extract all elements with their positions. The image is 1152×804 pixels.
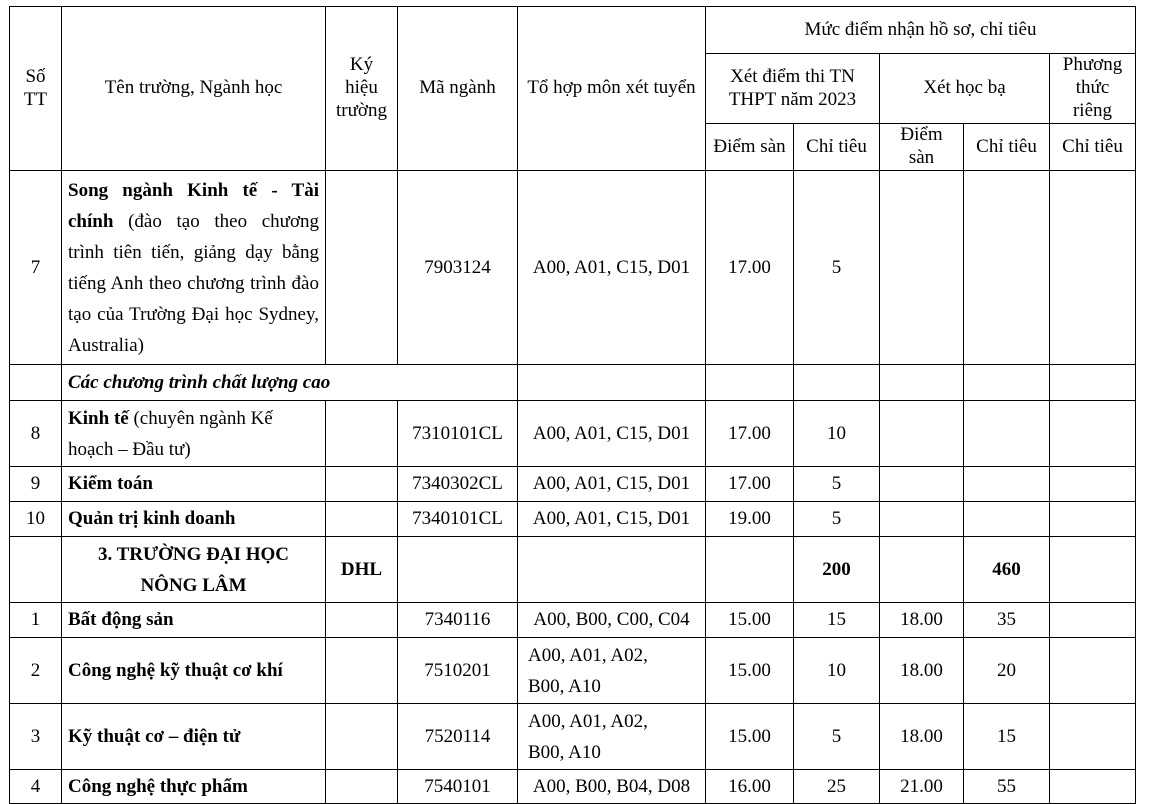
row-diem-san: 15.00: [706, 638, 794, 704]
school-chi-tieu-thpt: 200: [794, 537, 880, 603]
row-ky-hieu: [326, 603, 398, 638]
row-chi-tieu: 5: [794, 171, 880, 365]
row-diem-san-hb: 21.00: [880, 770, 964, 804]
table-row: [10, 467, 1136, 502]
row-chi-tieu-hb: [964, 401, 1050, 467]
row-name: [62, 171, 326, 365]
row-chi-tieu-hb: 35: [964, 603, 1050, 638]
row-name: Bất động sản: [62, 603, 326, 638]
row-chi-tieu: 10: [794, 401, 880, 467]
row-to-hop: A00, A01, C15, D01: [518, 401, 706, 467]
row-diem-san-hb: 18.00: [880, 603, 964, 638]
row-diem-san: 17.00: [706, 171, 794, 365]
row-diem-san-hb: [880, 502, 964, 537]
row-ky-hieu: [326, 171, 398, 365]
row-ma: 7540101: [398, 770, 518, 804]
row-chi-tieu: 5: [794, 704, 880, 770]
section-cell: [880, 365, 964, 401]
row-diem-san-hb: 18.00: [880, 704, 964, 770]
row-diem-san: 19.00: [706, 502, 794, 537]
header-stt: Số TT: [10, 7, 62, 171]
row-stt: 3: [10, 704, 62, 770]
school-to-hop: [518, 537, 706, 603]
section-cell: [964, 365, 1050, 401]
school-chi-tieu-rieng: [1050, 537, 1136, 603]
row-diem-san: 16.00: [706, 770, 794, 804]
row-chi-tieu: 5: [794, 467, 880, 502]
row-chi-tieu-rieng: [1050, 401, 1136, 467]
section-cell: [794, 365, 880, 401]
row-to-hop: A00, A01, A02, B00, A10: [518, 638, 706, 704]
header-diem-san-thpt: Điểm sàn: [706, 124, 794, 171]
row-ma: 7340116: [398, 603, 518, 638]
row-chi-tieu-hb: 55: [964, 770, 1050, 804]
section-cell: [518, 365, 706, 401]
row-stt: 2: [10, 638, 62, 704]
header-ky-hieu: Ký hiệu trường: [326, 7, 398, 171]
row-ma: 7310101CL: [398, 401, 518, 467]
row-ky-hieu: [326, 704, 398, 770]
section-row: [10, 365, 1136, 401]
header-thpt: Xét điểm thi TN THPT năm 2023: [706, 54, 880, 124]
table-row: [10, 770, 1136, 804]
row-chi-tieu-hb: [964, 467, 1050, 502]
row-chi-tieu-rieng: [1050, 770, 1136, 804]
row-ky-hieu: [326, 401, 398, 467]
section-cell: [706, 365, 794, 401]
row-to-hop: A00, A01, C15, D01: [518, 171, 706, 365]
header-rieng: Phương thức riêng: [1050, 54, 1136, 124]
school-row: [10, 537, 1136, 603]
row-diem-san-hb: [880, 467, 964, 502]
header-row-1: [10, 7, 1136, 54]
row-diem-san-hb: [880, 401, 964, 467]
school-stt: [10, 537, 62, 603]
row-ma: 7903124: [398, 171, 518, 365]
row-to-hop: A00, A01, A02, B00, A10: [518, 704, 706, 770]
table-row: [10, 401, 1136, 467]
row-to-hop: A00, A01, C15, D01: [518, 467, 706, 502]
row-diem-san: 17.00: [706, 401, 794, 467]
row-chi-tieu-hb: [964, 171, 1050, 365]
row-chi-tieu-rieng: [1050, 171, 1136, 365]
table-row: [10, 638, 1136, 704]
row-name: Công nghệ kỹ thuật cơ khí: [62, 638, 326, 704]
row-chi-tieu-rieng: [1050, 603, 1136, 638]
header-muc-diem: Mức điểm nhận hồ sơ, chỉ tiêu: [706, 7, 1136, 54]
table-row: [10, 704, 1136, 770]
row-stt: 9: [10, 467, 62, 502]
row-chi-tieu-hb: 15: [964, 704, 1050, 770]
row-chi-tieu-rieng: [1050, 638, 1136, 704]
school-ma: [398, 537, 518, 603]
row-stt: 10: [10, 502, 62, 537]
school-ky-hieu: DHL: [326, 537, 398, 603]
row-name-bold: Kinh tế: [68, 407, 129, 429]
row-ma: 7340302CL: [398, 467, 518, 502]
header-hoc-ba: Xét học bạ: [880, 54, 1050, 124]
row-chi-tieu-rieng: [1050, 467, 1136, 502]
row-chi-tieu: 5: [794, 502, 880, 537]
row-chi-tieu: 25: [794, 770, 880, 804]
school-diem-san: [706, 537, 794, 603]
school-chi-tieu-hoc-ba: 460: [964, 537, 1050, 603]
section-stt: [10, 365, 62, 401]
admission-table: [9, 6, 1136, 804]
row-diem-san-hb: 18.00: [880, 638, 964, 704]
row-diem-san-hb: [880, 171, 964, 365]
row-ky-hieu: [326, 770, 398, 804]
row-stt: 8: [10, 401, 62, 467]
header-chi-tieu-rieng: Chỉ tiêu: [1050, 124, 1136, 171]
header-chi-tieu-hoc-ba: Chỉ tiêu: [964, 124, 1050, 171]
row-stt: 4: [10, 770, 62, 804]
header-to-hop: Tổ hợp môn xét tuyển: [518, 7, 706, 171]
row-stt: 1: [10, 603, 62, 638]
header-chi-tieu-thpt: Chỉ tiêu: [794, 124, 880, 171]
section-title: Các chương trình chất lượng cao: [62, 365, 518, 401]
school-name: 3. TRƯỜNG ĐẠI HỌC NÔNG LÂM: [62, 537, 326, 603]
row-chi-tieu: 15: [794, 603, 880, 638]
row-name: Kiểm toán: [62, 467, 326, 502]
row-to-hop: A00, A01, C15, D01: [518, 502, 706, 537]
header-diem-san-hoc-ba: Điểm sàn: [880, 124, 964, 171]
row-chi-tieu-hb: 20: [964, 638, 1050, 704]
row-name: Quản trị kinh doanh: [62, 502, 326, 537]
row-to-hop: A00, B00, C00, C04: [518, 603, 706, 638]
row-chi-tieu: 10: [794, 638, 880, 704]
row-ma: 7510201: [398, 638, 518, 704]
row-ma: 7340101CL: [398, 502, 518, 537]
row-diem-san: 17.00: [706, 467, 794, 502]
section-cell: [1050, 365, 1136, 401]
row-ma: 7520114: [398, 704, 518, 770]
school-diem-san-hb: [880, 537, 964, 603]
row-diem-san: 15.00: [706, 603, 794, 638]
row-name-rest: (chuyên ngành Kế hoạch – Đầu tư): [68, 407, 273, 460]
row-ky-hieu: [326, 467, 398, 502]
row-name: Công nghệ thực phẩm: [62, 770, 326, 804]
row-diem-san: 15.00: [706, 704, 794, 770]
row-chi-tieu-rieng: [1050, 704, 1136, 770]
header-ten-truong: Tên trường, Ngành học: [62, 7, 326, 171]
table-row: [10, 603, 1136, 638]
row-name-bold: Song ngành Kinh tế - Tài chính: [68, 179, 319, 232]
row-chi-tieu-hb: [964, 502, 1050, 537]
header-ma-nganh: Mã ngành: [398, 7, 518, 171]
row-ky-hieu: [326, 638, 398, 704]
row-stt: 7: [10, 171, 62, 365]
table-row: [10, 171, 1136, 365]
row-name: [62, 401, 326, 467]
row-ky-hieu: [326, 502, 398, 537]
row-chi-tieu-rieng: [1050, 502, 1136, 537]
table-row: [10, 502, 1136, 537]
row-name-rest: (đào tạo theo chương trình tiên tiến, giảng dạy bằng tiếng Anh theo chương trình đào tạo của Trường Đại học Sydney, Australia): [68, 210, 319, 356]
row-name: Kỹ thuật cơ – điện tử: [62, 704, 326, 770]
row-to-hop: A00, B00, B04, D08: [518, 770, 706, 804]
